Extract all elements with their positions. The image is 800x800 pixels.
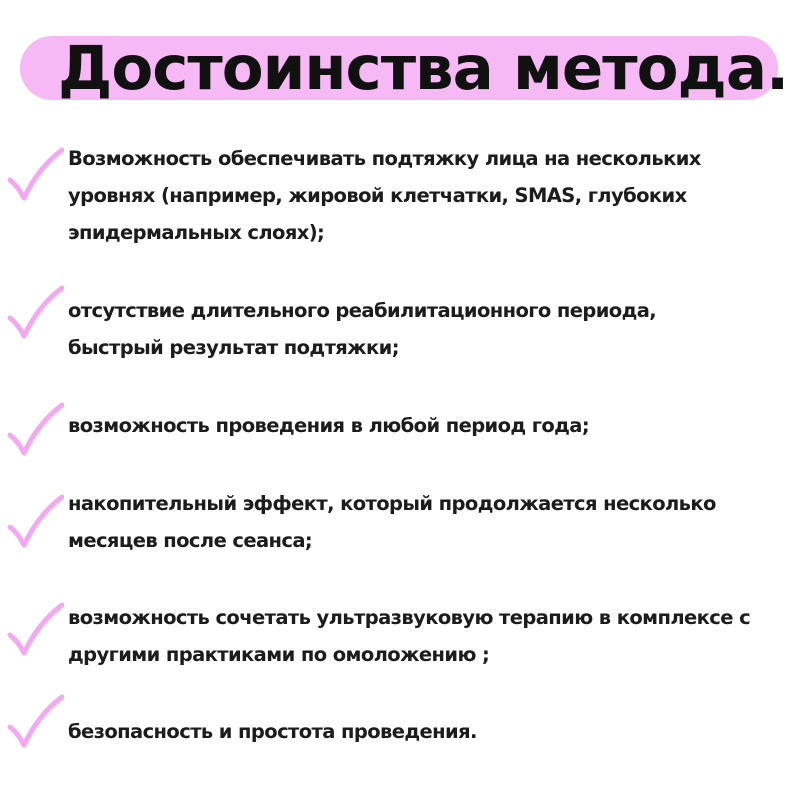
list-item-text: возможность проведения в любой период года;: [68, 414, 590, 437]
checkmark-icon: [4, 601, 64, 657]
checkmark-icon: [4, 493, 64, 549]
list-item-text: отсутствие длительного реабилитационного периода, быстрый результат подтяжки;: [68, 299, 657, 359]
checkmark-icon: [4, 401, 64, 457]
list-item-text: возможность сочетать ультразвуковую терапию в комплексе с другими практиками по омоложению ;: [68, 606, 751, 666]
checkmark-icon: [4, 284, 64, 340]
checkmark-icon: [4, 693, 64, 749]
checkmark-icon: [4, 146, 64, 202]
list-item-text: Возможность обеспечивать подтяжку лица на нескольких уровнях (например, жировой клетчатки, SMAS, глубоких эпидермальных слоях);: [68, 147, 701, 244]
list-item-text: накопительный эффект, который продолжается несколько месяцев после сеанса;: [68, 492, 716, 552]
list-item-text: безопасность и простота проведения.: [68, 720, 477, 743]
page-title: Достоинства метода.: [58, 33, 789, 104]
